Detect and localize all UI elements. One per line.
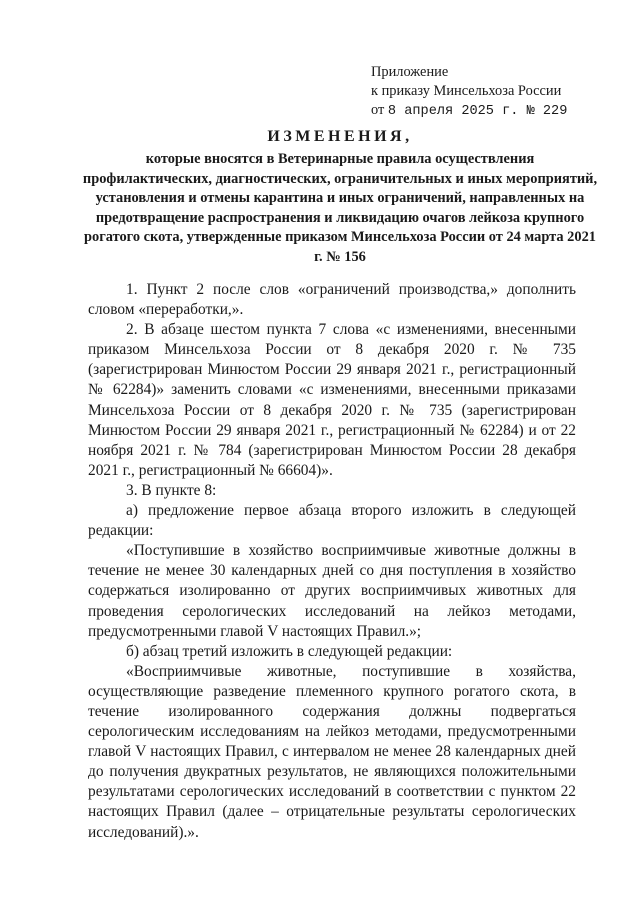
document-subtitle: которые вносятся в Ветеринарные правила осуществления профилактических, диагностических, ограничительных и иных мероприятий, установления и отмены карантина и иных ограничений, направленных на предотвращение распространения и ликвидацию очагов лейкоза крупного рогатого скота, утвержденные приказом Минсельхоза России от 24 марта 2021 г. № 156 [82, 151, 598, 265]
attachment-title: Приложение [371, 64, 449, 80]
paragraph-3b-quote: «Восприимчивые животные, поступившие в хозяйства, осуществляющие разведение племенного крупного рогатого скота, в течение изолированного содержания должны подвергаться серологическим исследованиям на лейкоз методами, предусмотренными главой V настоящих Правил, с интервалом не менее 28 календарных дней до получения двукратных результатов, не являющихся положительными результатами серологических исследований в соответствии с пунктом 22 настоящих Правил (далее – отрицательные результаты серологических исследований).». [88, 662, 576, 841]
paragraph-3a-quote: «Поступившие в хозяйство восприимчивые животные должны в течение не менее 30 календарных дней со дня поступления в хозяйство содержаться изолированно от других восприимчивых животных для проведения серологических исследований на лейкоз методами, предусмотренными главой V настоящих Правил.»; [88, 542, 576, 640]
attachment-date-line [371, 101, 567, 121]
document-heading: ИЗМЕНЕНИЯ, [267, 128, 413, 145]
paragraph-3: 3. В пункте 8: [126, 481, 217, 499]
paragraph-3b: б) абзац третий изложить в следующей редакции: [126, 642, 453, 660]
paragraph-1: 1. Пункт 2 после слов «ограничений производства,» дополнить словом «переработки,». [88, 281, 576, 319]
attachment-date-stamp: 8 апреля 2025 г. № 229 [387, 104, 568, 119]
attachment-date-prefix: от [371, 102, 388, 118]
paragraph-3a: а) предложение первое абзаца второго изложить в следующей редакции: [88, 502, 576, 540]
paragraph-2: 2. В абзаце шестом пункта 7 слова «с изменениями, внесенными приказом Минсельхоза России от 8 декабря 2020 г. № 735 (зарегистрирован Минюстом России 29 января 2021 г., регистрационный № 62284)» заменить словами «с изменениями, внесенными приказами Минсельхоза России от 8 декабря 2020 г. № 735 (зарегистрирован Минюстом России 29 января 2021 г., регистрационный № 62284) и от 22 ноября 2021 г. № 784 (зарегистрирован Минюстом России 28 декабря 2021 г., регистрационный № 66604)». [88, 321, 576, 479]
document-body [88, 280, 576, 843]
attachment-order-ref: к приказу Минсельхоза России [371, 83, 562, 99]
attachment-block [371, 63, 567, 121]
